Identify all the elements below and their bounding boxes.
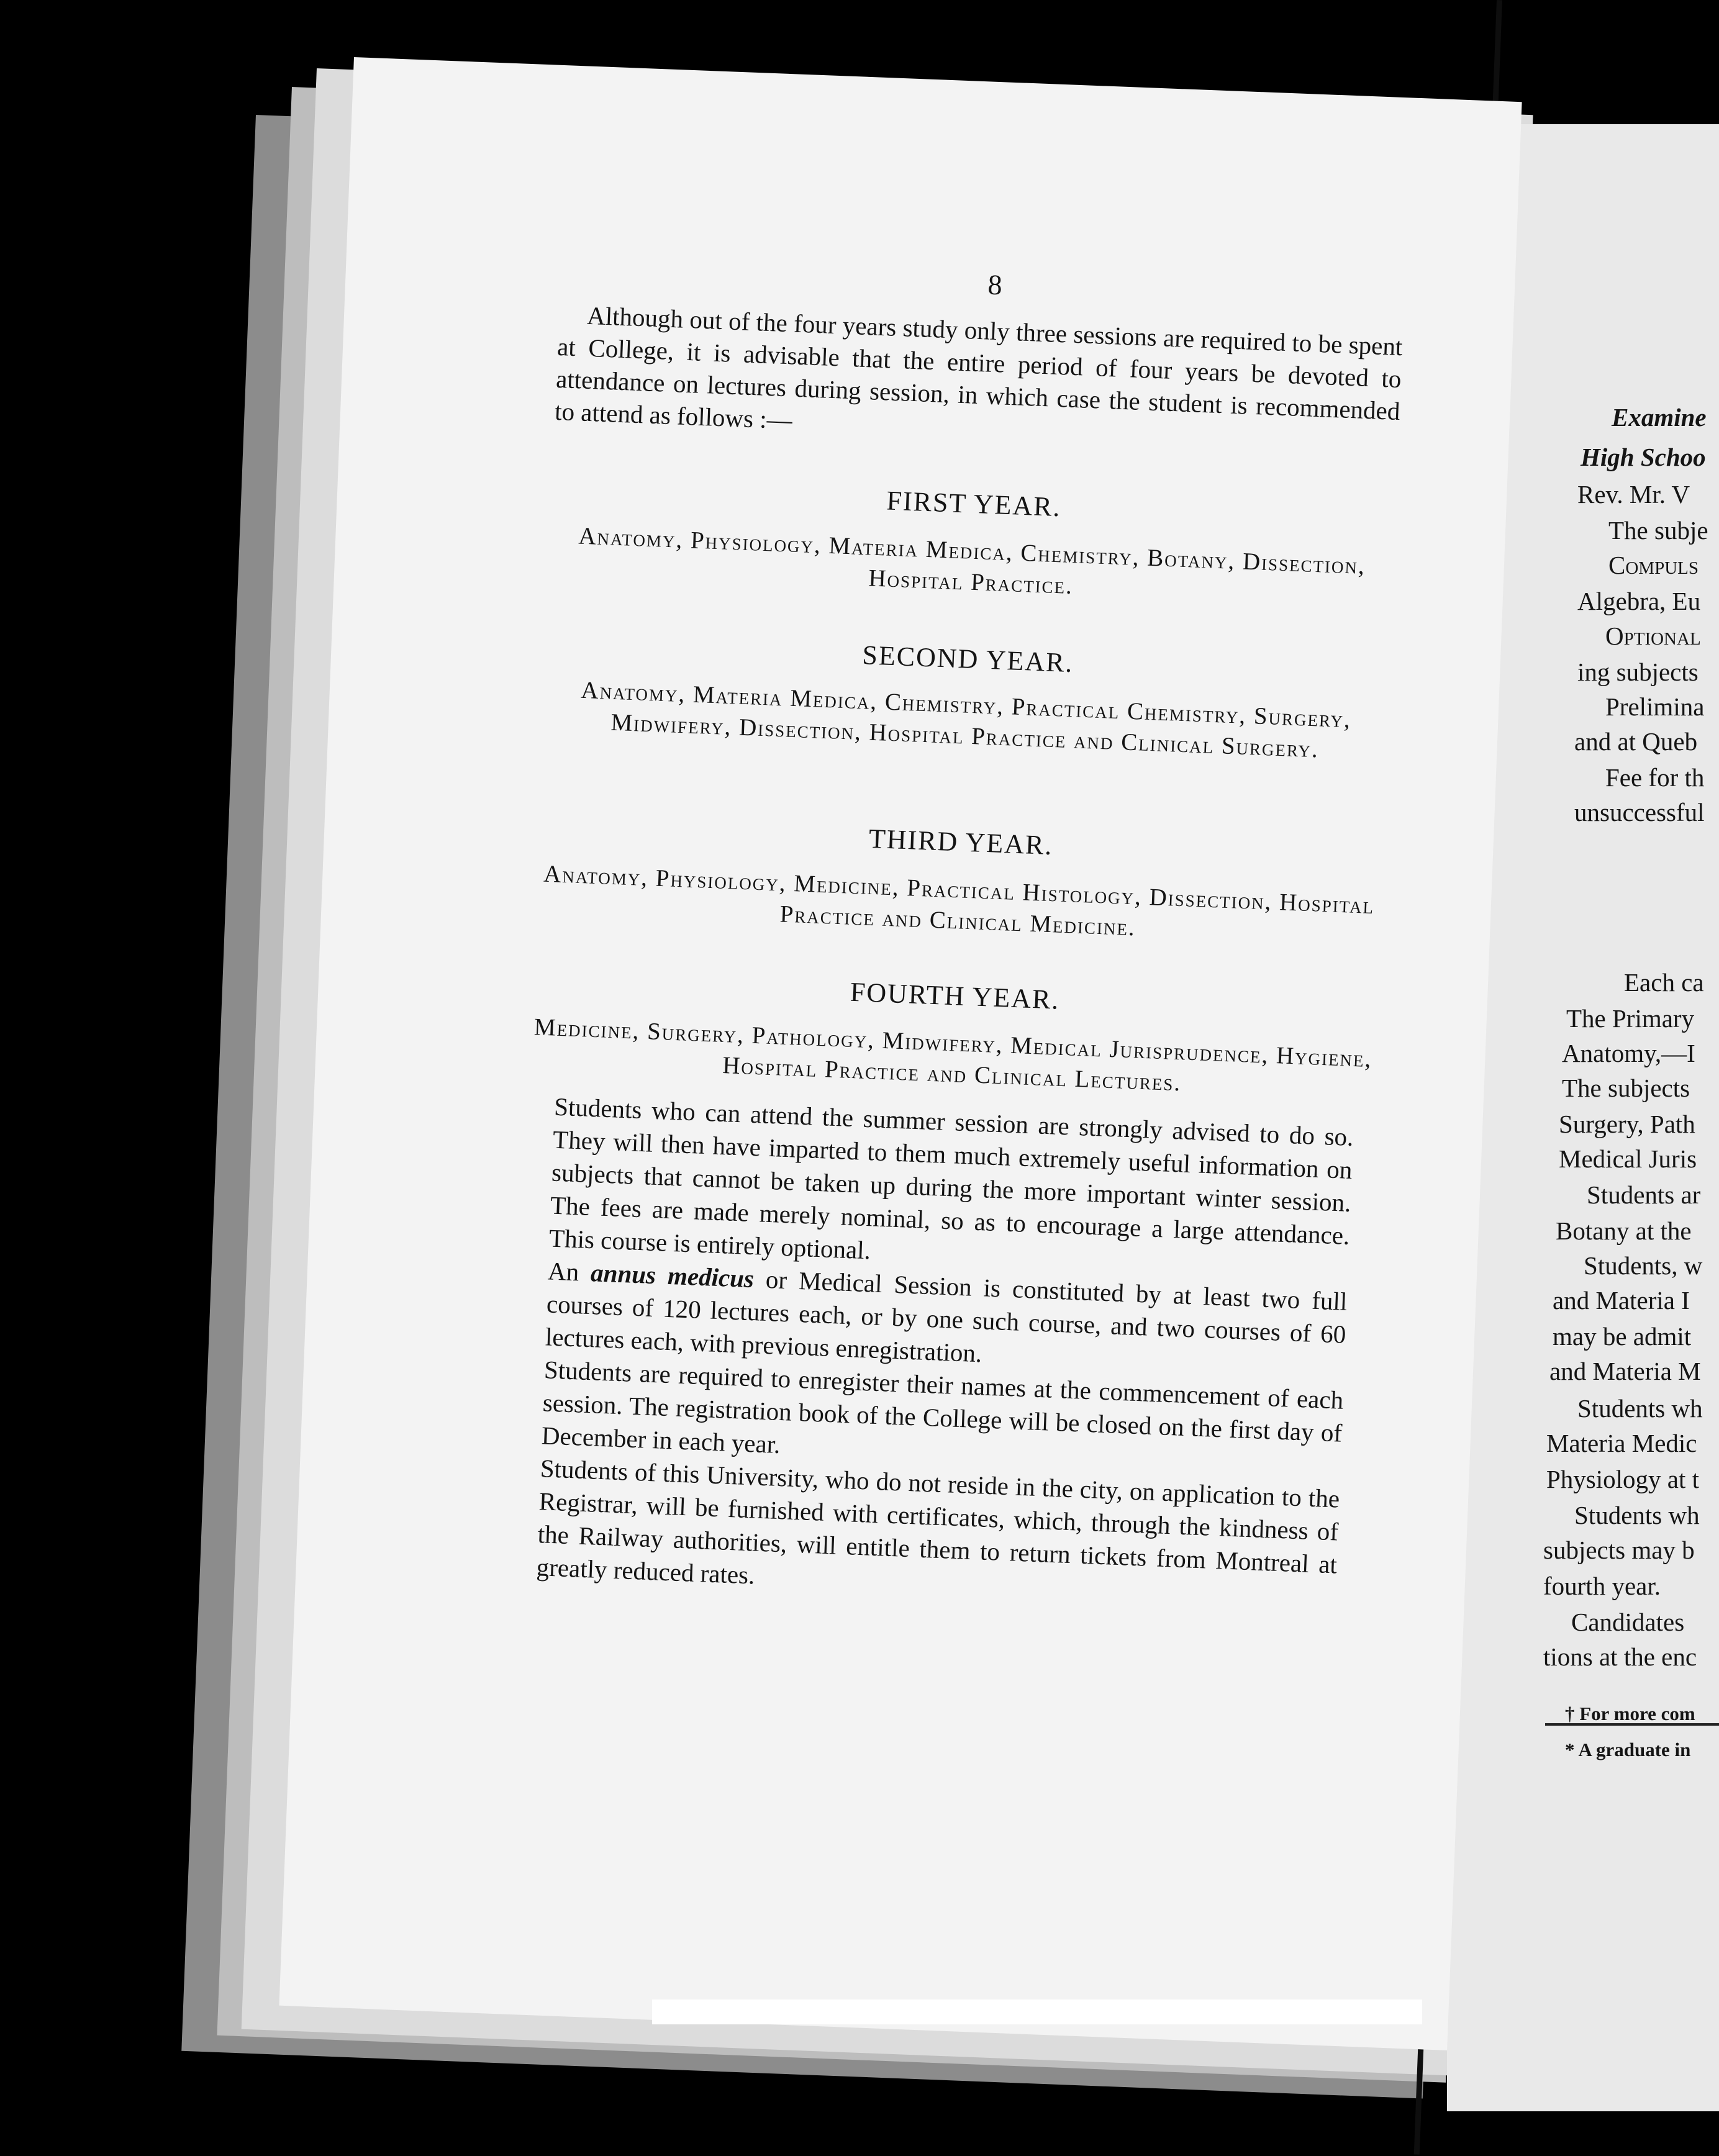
book-page [279,57,1522,2050]
facing-line: Materia Medic [1546,1429,1697,1457]
facing-line: Rev. Mr. V [1577,480,1690,509]
facing-line: Algebra, Eu [1577,587,1701,615]
second-year-heading: SECOND YEAR. [861,640,1074,679]
facing-line: and Materia M [1549,1357,1701,1385]
registration-paragraph: Students are required to enregister their names at the commencement of each session. The registration book of the College will be closed on the first day of December in each year. [541,1355,1345,1459]
closing-paragraphs [510,1089,1354,1614]
facing-line: Students ar [1587,1180,1701,1209]
intro-text: Although out of the four years study only three sessions are required to be spent at College, it is advisable that the entire period of four years be devoted to attendance on lectures during session, in which case the student is recommended to attend as follows :— [554,301,1404,435]
facing-line: Candidates [1571,1608,1685,1636]
facing-line: Students, w [1584,1251,1703,1280]
facing-line: Students wh [1574,1501,1700,1529]
fourth-year-heading: FOURTH YEAR. [850,976,1061,1015]
facing-line: tions at the enc [1543,1642,1697,1671]
facing-line: Botany at the [1556,1216,1692,1245]
annus-medicus-text: or Medical Session is constituted by at least two full courses of 120 lectures each, or by one such course, and two courses of 60 lectures each, with previous enregistration. [545,1264,1348,1368]
first-year-subjects: Anatomy, Physiology, Materia Medica, Chemistry, Botany, Dissection, Hospital Practice. [578,522,1366,600]
facing-line: The subje [1608,516,1708,545]
facing-line: The Primary [1566,1004,1695,1033]
footnote: * A graduate in [1565,1739,1691,1760]
facing-line: High Schoo [1581,443,1706,471]
facing-line: Anatomy,—I [1562,1039,1695,1067]
summer-session-paragraph: Students who can attend the summer session are strongly advised to do so. They will then have imparted to them much extremely useful information on subjects that cannot be taken up during the more important winter session. The fees are made merely nominal, so as to encourage a large attendance. This course is entirely optional. [548,1092,1354,1265]
railway-paragraph: Students of this University, who do not reside in the city, on application to the Registrar, will be furnished with certificates, which, through the kindness of the Railway authorities, will entitle them to return tickets from Montreal at greatly reduced rates. [536,1454,1340,1590]
facing-line: Physiology at t [1546,1465,1700,1493]
facing-line: Prelimina [1605,692,1705,721]
third-year-subjects: Anatomy, Physiology, Medicine, Practical Histology, Dissection, Hospital Practice and Clinical Medicine. [543,860,1375,941]
facing-line: and Materia I [1553,1286,1690,1315]
facing-line: unsuccessful [1574,798,1705,827]
second-year-subjects: Anatomy, Materia Medica, Chemistry, Practical Chemistry, Surgery, Midwifery, Dissection, Hospital Practice and Clinical Surgery. [580,676,1352,763]
facing-line: ing subjects [1577,658,1699,686]
annus-prefix: An [547,1256,580,1287]
facing-line: Medical Juris [1559,1144,1697,1173]
first-year-heading: FIRST YEAR. [886,485,1062,523]
facing-line: fourth year. [1543,1572,1661,1600]
intro-paragraph [554,298,1403,460]
facing-line: may be admit [1553,1322,1692,1351]
facing-line: Students wh [1577,1394,1703,1423]
footnote: † For more com [1565,1703,1695,1724]
fourth-year-subjects: Medicine, Surgery, Pathology, Midwifery, Medical Jurisprudence, Hygiene, Hospital Practice and Clinical Lectures. [533,1013,1373,1097]
facing-line: subjects may b [1543,1536,1695,1564]
facing-line: Each ca [1624,968,1704,997]
facing-line: Optional [1605,622,1701,650]
page-bottom-edge [652,2000,1422,2024]
facing-line: Examine [1612,403,1707,432]
facing-line: Compuls [1608,551,1699,579]
third-year-heading: THIRD YEAR. [868,823,1054,861]
page-number: 8 [987,268,1003,301]
facing-line: Fee for th [1605,763,1705,792]
facing-line: and at Queb [1574,727,1698,756]
annus-medicus-term: annus medicus [590,1258,755,1293]
facing-line: Surgery, Path [1559,1110,1695,1138]
facing-line: The subjects [1562,1074,1690,1102]
